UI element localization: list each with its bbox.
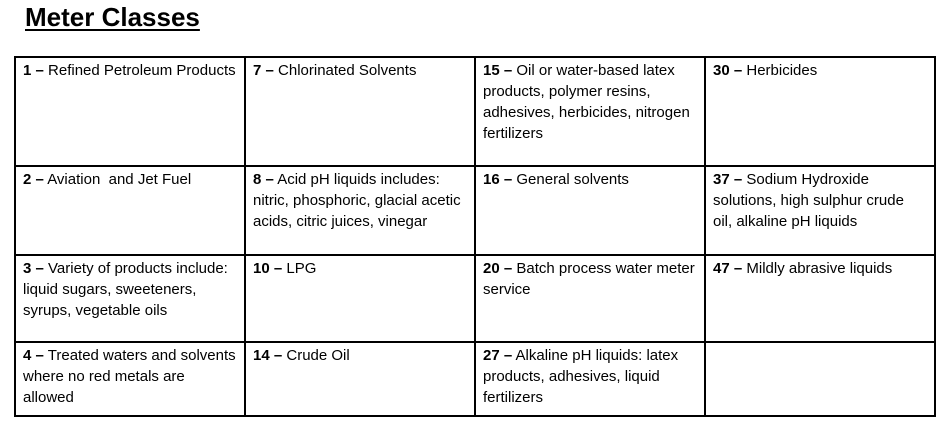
meter-class-cell-16 xyxy=(475,166,705,255)
meter-class-cell-8 xyxy=(245,166,475,255)
meter-classes-table xyxy=(14,56,936,417)
meter-class-cell-15 xyxy=(475,57,705,166)
meter-class-number: 15 – xyxy=(483,62,513,79)
meter-class-description: Mildly abrasive liquids xyxy=(742,260,893,277)
meter-class-number: 30 – xyxy=(713,62,743,79)
meter-class-number: 8 – xyxy=(253,171,274,188)
meter-class-number: 7 – xyxy=(253,62,274,79)
meter-class-description: Chlorinated Solvents xyxy=(273,62,417,79)
meter-class-description: Herbicides xyxy=(742,62,818,79)
page-title: Meter Classes xyxy=(25,2,200,32)
meter-class-cell-14 xyxy=(245,342,475,416)
meter-class-description: Aviation and Jet Fuel xyxy=(43,171,192,188)
meter-class-description: Acid pH liquids includes: nitric, phosphoric, glacial acetic acids, citric juices, vinegar xyxy=(253,171,465,230)
meter-class-number: 4 – xyxy=(23,347,44,364)
meter-class-description: Refined Petroleum Products xyxy=(43,62,236,79)
meter-class-cell-10 xyxy=(245,255,475,342)
meter-class-number: 2 – xyxy=(23,171,44,188)
meter-class-number: 27 – xyxy=(483,347,513,364)
meter-class-number: 14 – xyxy=(253,347,283,364)
meter-class-number: 16 – xyxy=(483,171,513,188)
meter-class-description: Treated waters and solvents where no red metals are allowed xyxy=(23,347,240,406)
meter-class-description: LPG xyxy=(282,260,317,277)
meter-class-description: Oil or water-based latex products, polymer resins, adhesives, herbicides, nitrogen fertilizers xyxy=(483,62,694,142)
meter-class-cell-1 xyxy=(15,57,245,166)
meter-class-cell-37 xyxy=(705,166,935,255)
meter-class-cell-3 xyxy=(15,255,245,342)
table-row xyxy=(15,342,935,416)
table-row xyxy=(15,166,935,255)
meter-class-cell-4 xyxy=(15,342,245,416)
empty-cell xyxy=(705,342,935,416)
meter-class-cell-2 xyxy=(15,166,245,255)
meter-class-number: 20 – xyxy=(483,260,513,277)
table-row xyxy=(15,255,935,342)
meter-class-cell-47 xyxy=(705,255,935,342)
meter-class-number: 37 – xyxy=(713,171,743,188)
meter-class-number: 10 – xyxy=(253,260,283,277)
meter-class-description: Alkaline pH liquids: latex products, adhesives, liquid fertilizers xyxy=(483,347,683,406)
meter-class-description: Variety of products include: liquid sugars, sweeteners, syrups, vegetable oils xyxy=(23,260,233,319)
meter-class-description: Batch process water meter service xyxy=(483,260,699,298)
meter-class-cell-30 xyxy=(705,57,935,166)
meter-class-cell-7 xyxy=(245,57,475,166)
meter-class-description: Crude Oil xyxy=(282,347,350,364)
meter-class-cell-27 xyxy=(475,342,705,416)
meter-class-description: Sodium Hydroxide solutions, high sulphur crude oil, alkaline pH liquids xyxy=(713,171,909,230)
meter-class-description: General solvents xyxy=(512,171,629,188)
meter-class-number: 1 – xyxy=(23,62,44,79)
meter-class-cell-20 xyxy=(475,255,705,342)
meter-class-number: 47 – xyxy=(713,260,743,277)
meter-class-number: 3 – xyxy=(23,260,44,277)
table-row xyxy=(15,57,935,166)
